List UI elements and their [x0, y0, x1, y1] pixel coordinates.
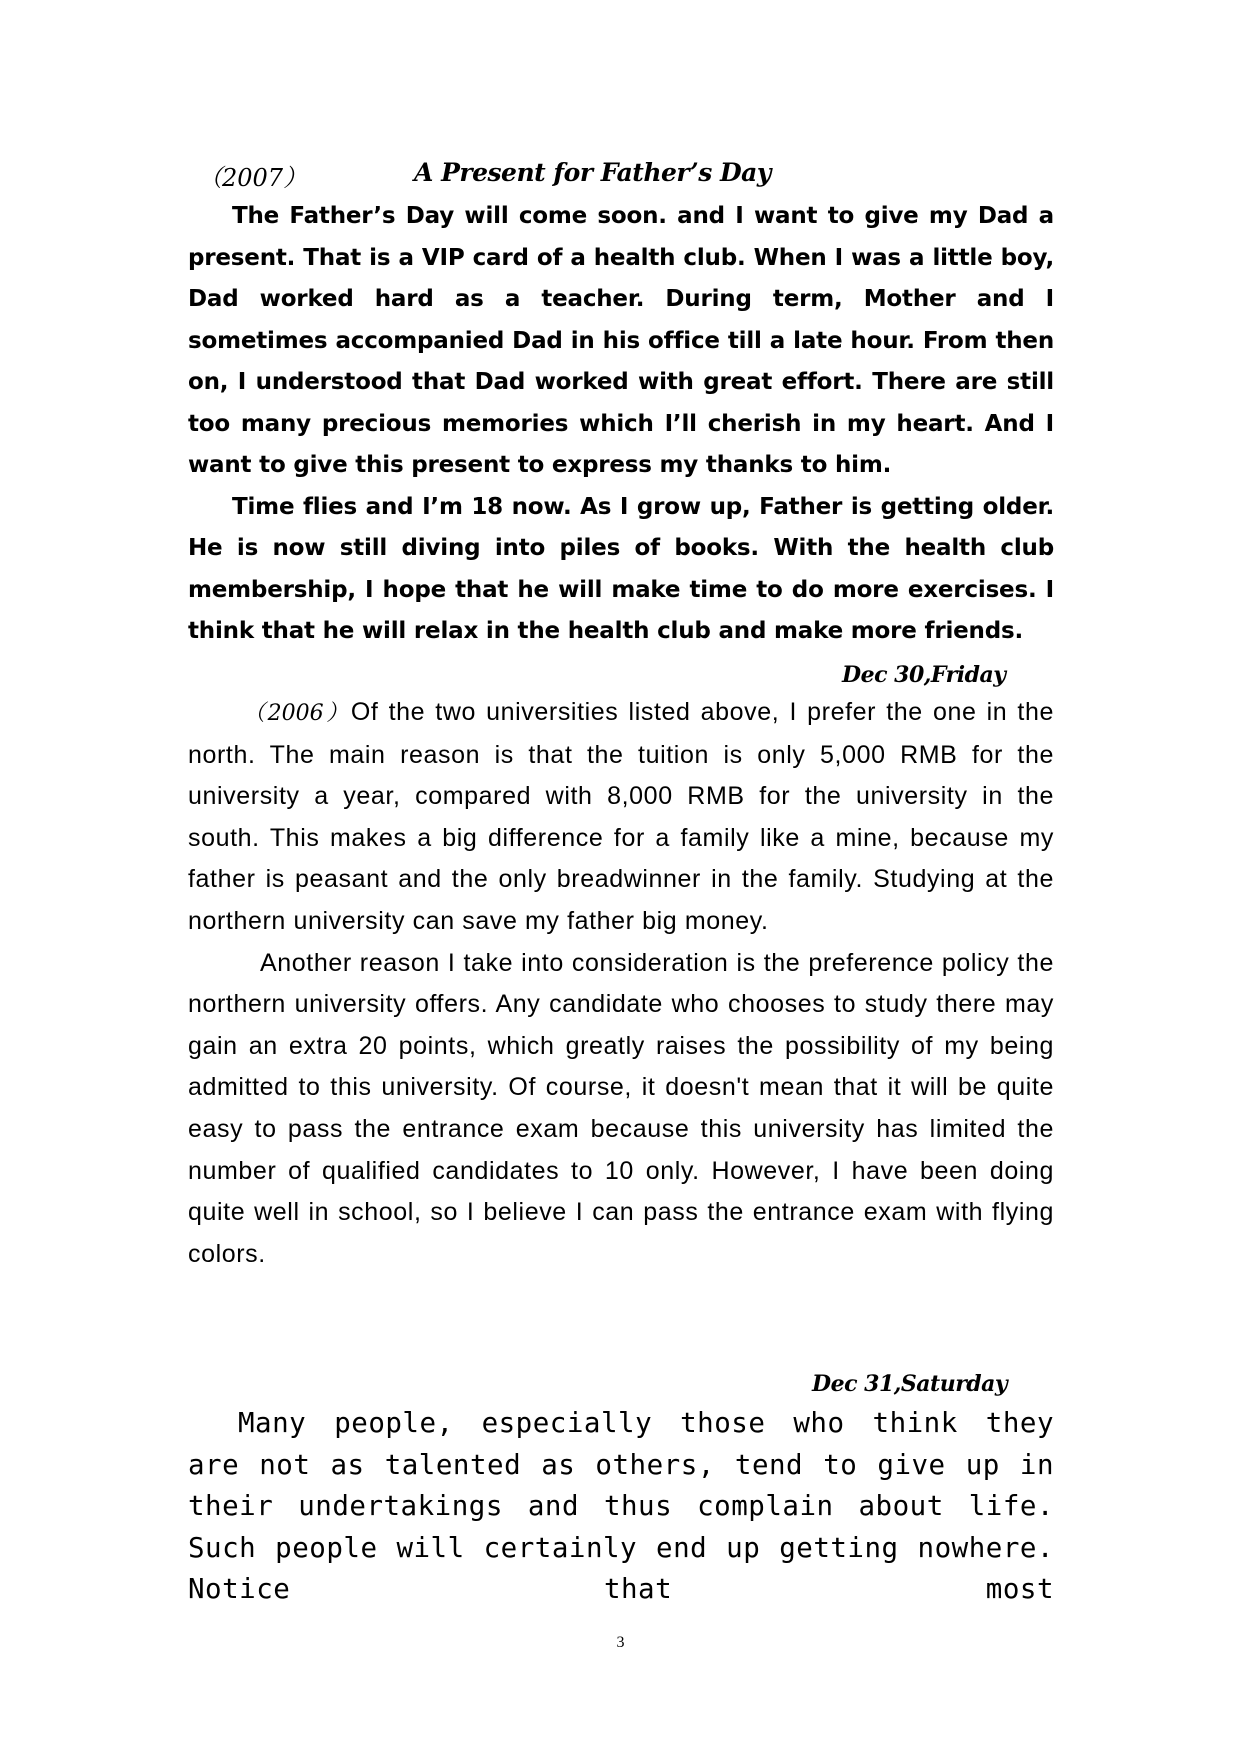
essay-2-date: Dec 31,Saturday [812, 1371, 1008, 1397]
essay-2-paragraph-1 [188, 692, 1054, 943]
essay-2-body [188, 692, 1054, 1275]
essay-title: A Present for Father’s Day [414, 158, 771, 187]
essay-1-paragraph-1: The Father’s Day will come soon. and I want to give my Dad a present. That is a VIP card of a health club. When I was a little boy, Dad worked hard as a teacher. During term, Mother and I sometimes accompanied Dad in his office till a late hour. From then on, I understood that Dad worked with great effort. There are still too many precious memories which I’ll cherish in my heart. And I want to give this present to express my thanks to him. [188, 203, 1054, 478]
essay-heading [198, 158, 798, 198]
essay-1-body [188, 196, 1054, 653]
essay-2-year: （2006） [243, 701, 351, 726]
essay-2-paragraph-2: Another reason I take into consideration is the preference policy the northern university offers. Any candidate who chooses to study there may gain an extra 20 points, which greatly raises the possibility of my being admitted to this university. Of course, it doesn't mean that it will be quite easy to pass the entrance exam because this university has limited the number of qualified candidates to 10 only. However, I have been doing quite well in school, so I believe I can pass the entrance exam with flying colors. [188, 948, 1054, 1268]
essay-3-body [188, 1403, 1054, 1611]
essay-3-paragraph-1: Many people, especially those who think they are not as talented as others, tend to give up in their undertakings and thus complain about life. Such people will certainly end up getting nowhere. Notice that most [188, 1407, 1054, 1606]
page-number: 3 [616, 1634, 625, 1651]
heading-year: （2007） [198, 164, 308, 192]
essay-1-date: Dec 30,Friday [842, 662, 1006, 688]
essay-2-paragraph-1-text: Of the two universities listed above, I prefer the one in the north. The main reason is that the tuition is only 5,000 RMB for the university a year, compared with 8,000 RMB for the university in the south. This makes a big difference for a family like a mine, because my father is peasant and the only breadwinner in the family. Studying at the northern university can save my father big money. [188, 698, 1054, 935]
essay-1-paragraph-2: Time flies and I’m 18 now. As I grow up, Father is getting older. He is now still diving into piles of books. With the health club membership, I hope that he will make time to do more exercises. I think that he will relax in the health club and make more friends. [188, 493, 1054, 644]
